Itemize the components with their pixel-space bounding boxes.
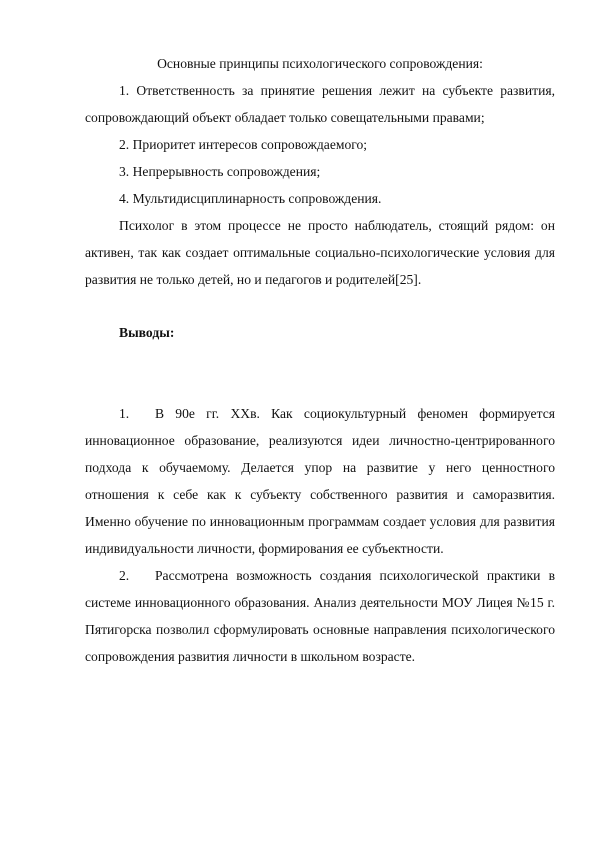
principle-item: 3. Непрерывность сопровождения;: [119, 164, 321, 179]
conclusion-text: Рассмотрена возможность создания психологической практики в системе инновационного образования. Анализ деятельности МОУ Лицея №15 г. Пятигорска позволил сформулировать основные направления психологического сопровождения развития личности в школьном возрасте.: [85, 568, 555, 664]
conclusion-number: 2.: [119, 568, 130, 583]
conclusions-heading: Выводы:: [119, 325, 175, 340]
spacer: [85, 373, 555, 400]
conclusion-item: [85, 562, 555, 670]
conclusion-text: В 90е гг. XXв. Как социокультурный феномен формируется инновационное образование, реализуются идеи личностно-центрированного подхода к обучаемому. Делается упор на развитие у него ценностного отношения к себе как к субъекту собственного развития и саморазвития. Именно обучение по инновационным программам создает условия для развития индивидуальности личности, формирования ее субъектности.: [85, 406, 555, 556]
principle-item: 2. Приоритет интересов сопровождаемого;: [119, 137, 368, 152]
spacer: [85, 346, 555, 373]
principles-title: Основные принципы психологического сопровождения:: [157, 56, 483, 71]
psychologist-paragraph: Психолог в этом процессе не просто наблюдатель, стоящий рядом: он активен, так как создает оптимальные социально-психологические условия для развития не только детей, но и педагогов и родителей[25].: [85, 218, 555, 287]
spacer: [85, 293, 555, 319]
principle-item: 1. Ответственность за принятие решения лежит на субъекте развития, сопровождающий объект обладает только совещательными правами;: [85, 83, 555, 125]
principle-item: 4. Мультидисциплинарность сопровождения.: [119, 191, 382, 206]
conclusion-number: 1.: [119, 406, 130, 421]
conclusion-item: [85, 400, 555, 562]
document-body: [85, 50, 555, 670]
